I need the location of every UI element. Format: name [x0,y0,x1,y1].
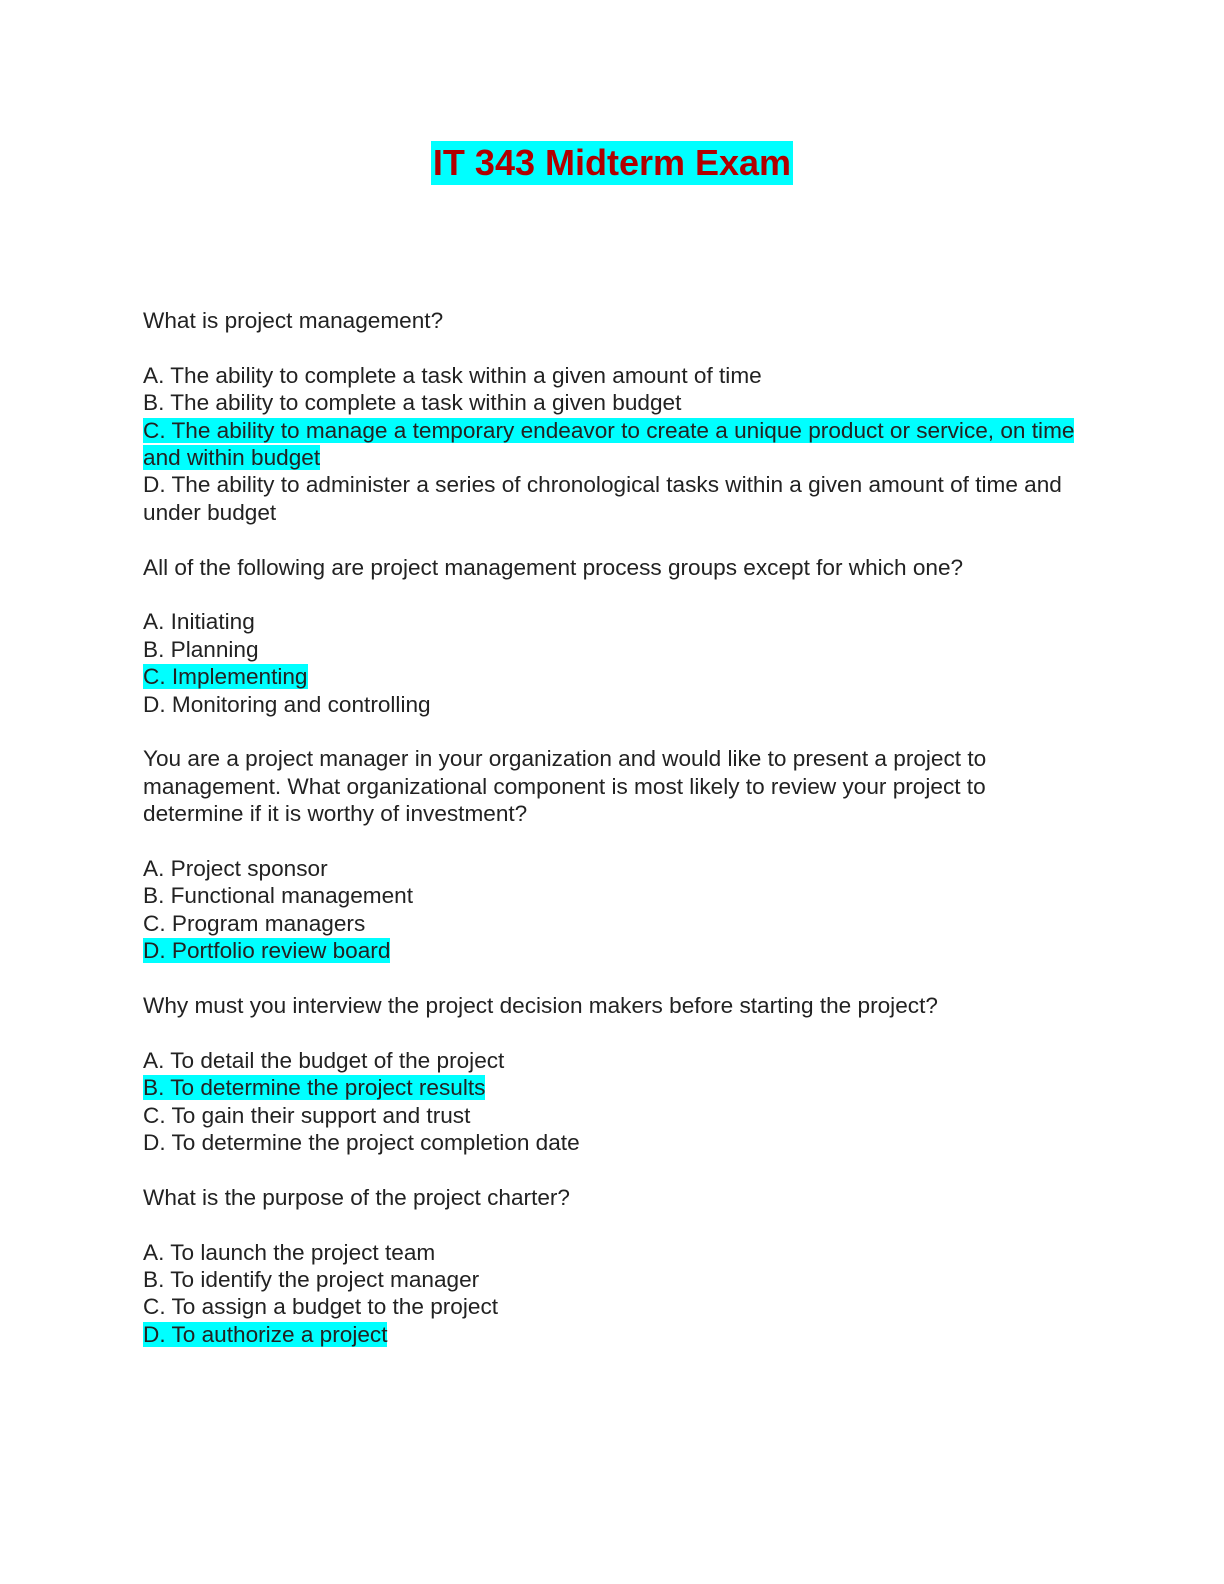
answer-option [143,1239,1083,1266]
title-wrapper [0,141,1224,185]
answer-option [143,608,1083,635]
answer-option-text: C. Program managers [143,910,366,936]
question-block [143,1184,1083,1348]
answer-option [143,1293,1083,1320]
question-text: What is project management? [143,308,444,333]
answer-option-text: C. To gain their support and trust [143,1102,471,1128]
answer-option-text: B. The ability to complete a task within a given budget [143,390,682,416]
question-block [143,992,1083,1156]
answer-option-correct [143,417,1083,472]
answer-option-text: B. Planning [143,636,259,662]
answer-option [143,389,1083,416]
answer-option [143,1266,1083,1293]
questions-list [143,307,1083,1376]
highlighted-answer-text: C. The ability to manage a temporary endeavor to create a unique product or service, on time and within budget [143,417,1075,471]
answer-option-text: A. To detail the budget of the project [143,1047,505,1073]
answer-option [143,910,1083,937]
answer-option-text: D. To determine the project completion date [143,1130,580,1156]
answer-option [143,1047,1083,1074]
answer-option-correct [143,1321,1083,1348]
answer-option-text: C. To assign a budget to the project [143,1294,499,1320]
question-block [143,554,1083,718]
answer-option-text: A. To launch the project team [143,1239,436,1265]
answer-option-text: A. Project sponsor [143,856,328,882]
answer-option [143,1102,1083,1129]
answer-option [143,471,1083,526]
answer-option-text: D. Monitoring and controlling [143,691,431,717]
highlighted-answer-text: D. Portfolio review board [143,938,391,964]
answer-option [143,855,1083,882]
answer-option-correct [143,937,1083,964]
answer-option [143,1129,1083,1156]
answer-option-text: B. Functional management [143,883,414,909]
question-block [143,745,1083,964]
answer-option-text: A. Initiating [143,609,255,635]
document-title: IT 343 Midterm Exam [432,142,792,183]
answer-option [143,636,1083,663]
answer-option-text: D. The ability to administer a series of chronological tasks within a given amount of time and under budget [143,472,1062,525]
answer-option-text: A. The ability to complete a task within a given amount of time [143,362,762,388]
question-text: Why must you interview the project decision makers before starting the project? [143,993,938,1019]
highlighted-answer-text: C. Implementing [143,664,308,690]
question-text: All of the following are project management process groups except for which one? [143,554,964,580]
highlighted-answer-text: B. To determine the project results [143,1075,486,1101]
answer-option-correct [143,663,1083,690]
answer-option [143,691,1083,718]
highlighted-answer-text: D. To authorize a project [143,1321,388,1347]
question-text: What is the purpose of the project charter? [143,1184,570,1210]
question-text: You are a project manager in your organization and would like to present a project to management. What organizational component is most likely to review your project to determine if it is worthy of investment? [143,746,987,827]
answer-option [143,882,1083,909]
question-block [143,307,1083,526]
answer-option [143,362,1083,389]
answer-option-correct [143,1074,1083,1101]
answer-option-text: B. To identify the project manager [143,1267,480,1293]
